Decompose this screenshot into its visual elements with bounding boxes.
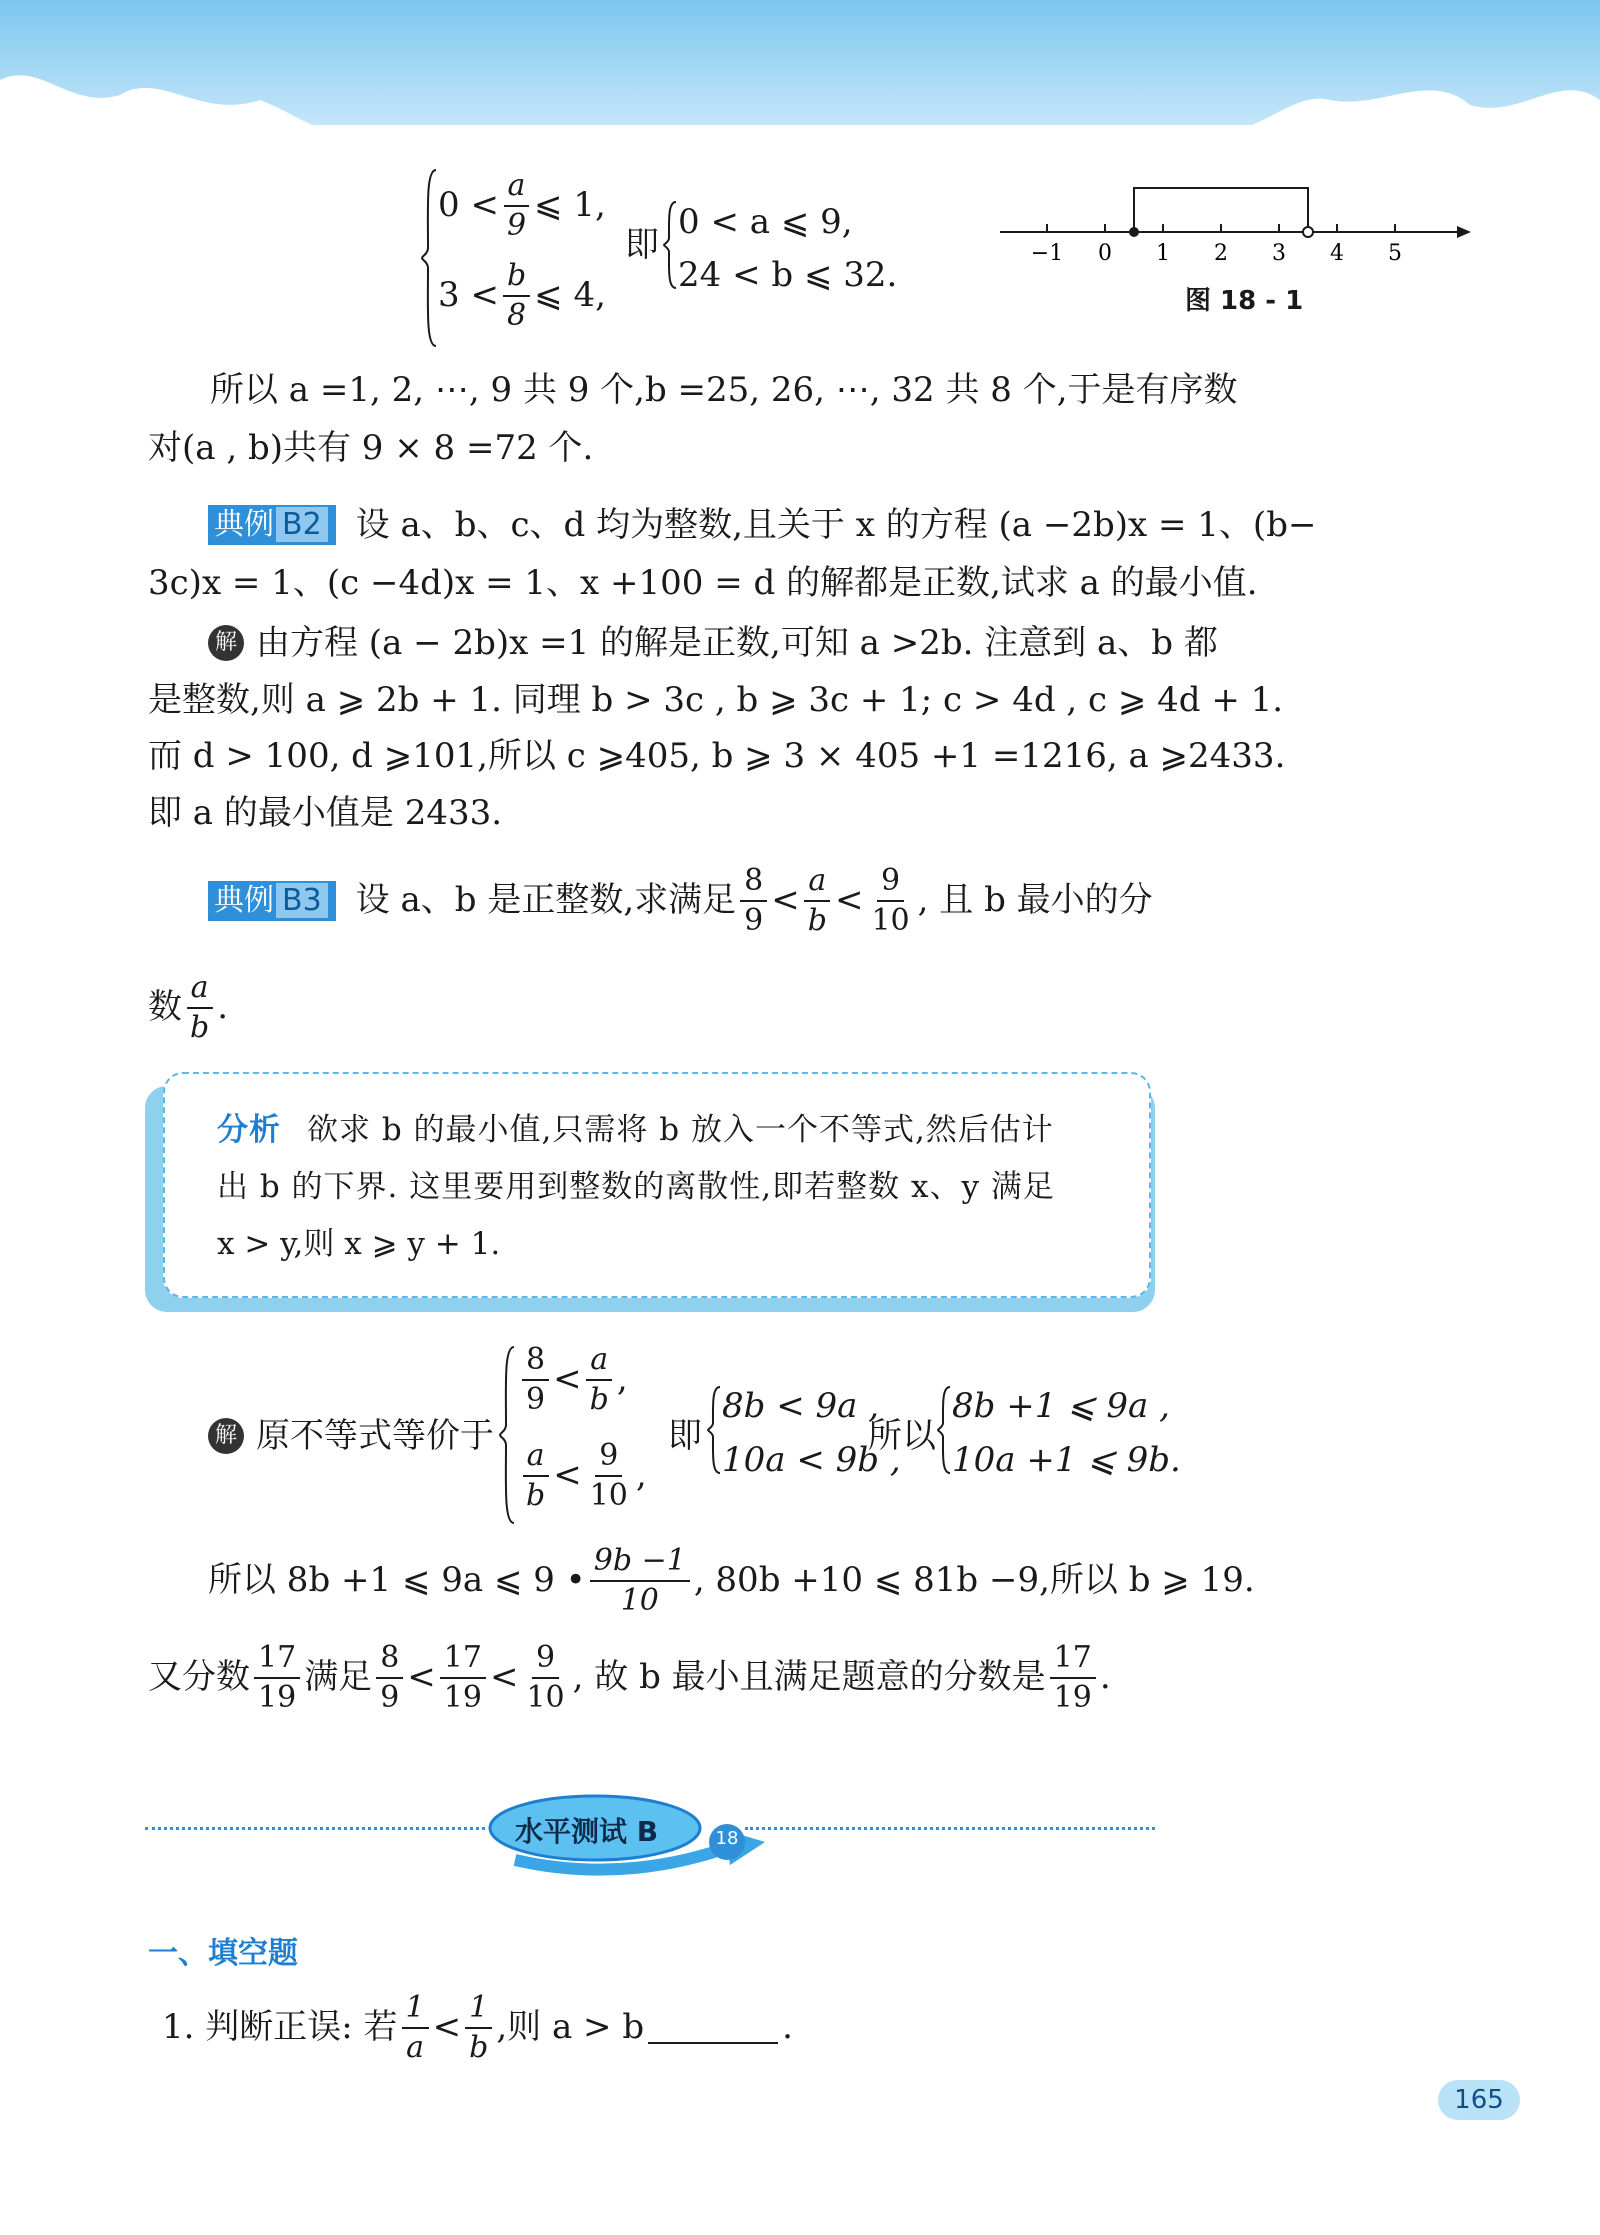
question-text: ,则 a > b xyxy=(496,2007,645,2048)
frac-num: 17 xyxy=(440,1642,486,1679)
frac-den: 10 xyxy=(589,1477,628,1513)
middle-line-2: 10a < 9b , xyxy=(722,1440,901,1480)
middle-brace xyxy=(706,1385,722,1475)
analysis-label: 分析 xyxy=(217,1112,281,1148)
page-number-badge xyxy=(1438,2080,1520,2120)
frac-den: 8 xyxy=(507,297,527,333)
tick-label: 2 xyxy=(1214,241,1228,266)
example-tag xyxy=(208,881,336,921)
op: < xyxy=(771,880,800,921)
page-number: 165 xyxy=(1454,2085,1504,2115)
question-1 xyxy=(162,1992,793,2063)
frac-num: 9b −1 xyxy=(590,1545,690,1582)
op: < xyxy=(553,1359,582,1400)
system-line-1 xyxy=(438,170,606,241)
example-text: , 且 b 最小的分 xyxy=(917,880,1153,921)
frac-num: 9 xyxy=(595,1440,622,1477)
middle-line-1: 8b < 9a , xyxy=(722,1386,880,1426)
tag-label: 典例 xyxy=(214,882,274,918)
section-heading: 一、填空题 xyxy=(148,1936,298,1971)
left-brace xyxy=(498,1345,518,1525)
frac-den: 9 xyxy=(744,902,764,938)
frac-den: 10 xyxy=(526,1679,565,1715)
solution-b3-lead xyxy=(208,1416,494,1457)
frac-den: 9 xyxy=(506,207,527,243)
ineq-text: ⩽ 4, xyxy=(534,275,606,316)
tick-label: 4 xyxy=(1330,241,1344,266)
frac-num: 17 xyxy=(1050,1642,1096,1679)
dotted-line-right xyxy=(745,1827,1155,1830)
solution-b2-line1 xyxy=(208,623,1218,664)
analysis-box xyxy=(145,1072,1155,1312)
frac-num: 8 xyxy=(740,865,767,902)
frac-den: 10 xyxy=(871,902,910,938)
example-b3-line2 xyxy=(148,972,228,1043)
op: < xyxy=(834,880,864,921)
frac-num: 1 xyxy=(465,1992,492,2029)
solution-badge: 解 xyxy=(208,625,244,661)
example-text: 设 a、b 是正整数,求满足 xyxy=(355,880,737,921)
example-text: . xyxy=(217,987,229,1028)
frac-den: b xyxy=(469,2029,489,2065)
frac-num: 1 xyxy=(402,1992,429,2029)
tag-code: B2 xyxy=(276,507,328,542)
result-line-1: 0 < a ⩽ 9, xyxy=(678,202,853,242)
frac-den: 9 xyxy=(380,1679,400,1715)
conclusion-text: 满足 xyxy=(304,1657,373,1698)
op: , xyxy=(616,1359,628,1400)
frac-num: a xyxy=(586,1344,612,1381)
ji-label: 即 xyxy=(668,1416,702,1456)
example-text: 3c)x = 1、(c −4d)x = 1、x +100 = d 的解都是正数,试求 a 的最小值. xyxy=(148,563,1258,603)
tick-label: 5 xyxy=(1388,241,1402,266)
ineq-text: 0 < xyxy=(438,185,499,226)
tag-code: B3 xyxy=(276,883,328,918)
op: < xyxy=(489,1657,519,1698)
right-brace xyxy=(662,200,678,290)
frac-den: 19 xyxy=(1053,1679,1092,1715)
solution-text: 是整数,则 a ⩾ 2b + 1. 同理 b > 3c , b ⩾ 3c + 1; c > 4d , c ⩾ 4d + 1. xyxy=(148,680,1284,720)
closed-point xyxy=(1129,227,1139,237)
conclusion-text: . xyxy=(1099,1657,1111,1698)
solution-text: 由方程 (a − 2b)x =1 的解是正数,可知 a >2b. 注意到 a、b 都 xyxy=(256,623,1218,663)
frac-num: 9 xyxy=(532,1642,559,1679)
solution-text: 而 d > 100, d ⩾101,所以 c ⩾405, b ⩾ 3 × 405 +1 =1216, a ⩾2433. xyxy=(148,736,1286,776)
question-text: 1. 判断正误: 若 xyxy=(162,2007,398,2048)
frac-num: b xyxy=(503,260,530,297)
frac-num: a xyxy=(523,1440,549,1477)
conclusion-text: , 故 b 最小且满足题意的分数是 xyxy=(572,1657,1046,1698)
tag-label: 典例 xyxy=(214,507,274,543)
dotted-line-left xyxy=(145,1827,485,1830)
ineq-text: 3 < xyxy=(438,275,499,316)
frac-num: 8 xyxy=(522,1344,549,1381)
example-text: 设 a、b、c、d 均为整数,且关于 x 的方程 (a −2b)x = 1、(b− xyxy=(355,505,1317,545)
frac-den: b xyxy=(807,902,827,938)
frac-den: 10 xyxy=(620,1582,659,1618)
frac-num: 17 xyxy=(254,1642,300,1679)
paragraph-line: 所以 a =1, 2, ⋯, 9 共 9 个,b =25, 26, ⋯, 32 共 8 个,于是有序数 xyxy=(210,370,1238,410)
conclusion-line-2 xyxy=(148,1642,1111,1713)
left-brace xyxy=(420,168,440,348)
answer-blank[interactable] xyxy=(648,2012,778,2044)
solution-text: 即 a 的最小值是 2433. xyxy=(148,793,503,833)
question-text: . xyxy=(782,2007,793,2048)
sky-background xyxy=(0,0,1600,140)
system-b3-line2 xyxy=(518,1440,647,1511)
frac-den: b xyxy=(526,1477,546,1513)
solution-text: 原不等式等价于 xyxy=(256,1416,494,1456)
conclusion-text: 又分数 xyxy=(148,1657,250,1698)
system-b3-line1 xyxy=(518,1344,628,1415)
open-point xyxy=(1303,227,1313,237)
solution-badge: 解 xyxy=(208,1418,244,1454)
frac-num: a xyxy=(187,972,213,1009)
frac-den: b xyxy=(190,1009,210,1045)
frac-num: a xyxy=(804,865,830,902)
tick-label: 3 xyxy=(1272,241,1286,266)
system-line-2 xyxy=(438,260,606,331)
level-test-number: 18 xyxy=(715,1828,739,1849)
result-line-2: 10a +1 ⩽ 9b. xyxy=(952,1440,1181,1480)
analysis-line1 xyxy=(217,1112,1054,1149)
frac-den: 19 xyxy=(258,1679,297,1715)
frac-den: 19 xyxy=(443,1679,482,1715)
example-b2-line1 xyxy=(208,505,1316,546)
op: < xyxy=(553,1455,582,1496)
example-text: 数 xyxy=(148,987,182,1028)
suoyi-label: 所以 xyxy=(868,1416,936,1456)
frac-den: b xyxy=(589,1381,609,1417)
op: < xyxy=(432,2007,462,2048)
number-line xyxy=(995,180,1475,280)
conclusion-text: , 80b +10 ⩽ 81b −9,所以 b ⩾ 19. xyxy=(693,1560,1255,1601)
sky-header xyxy=(0,0,1600,140)
ji-label: 即 xyxy=(625,225,659,265)
result-line-1: 8b +1 ⩽ 9a , xyxy=(952,1386,1170,1426)
example-tag xyxy=(208,505,336,545)
paragraph-line: 对(a , b)共有 9 × 8 =72 个. xyxy=(148,428,594,468)
number-line-figure xyxy=(995,180,1475,320)
analysis-text: 出 b 的下界. 这里要用到整数的离散性,即若整数 x、y 满足 xyxy=(217,1169,1055,1205)
op: , xyxy=(635,1455,647,1496)
conclusion-line-1 xyxy=(208,1545,1255,1616)
level-test-divider xyxy=(145,1790,1155,1880)
analysis-text: x > y,则 x ⩾ y + 1. xyxy=(217,1226,501,1262)
frac-num: 9 xyxy=(877,865,904,902)
conclusion-text: 所以 8b +1 ⩽ 9a ⩽ 9 • xyxy=(208,1560,586,1601)
analysis-text: 欲求 b 的最小值,只需将 b 放入一个不等式,然后估计 xyxy=(307,1112,1054,1148)
tick-label: 1 xyxy=(1156,241,1170,266)
ineq-text: ⩽ 1, xyxy=(534,185,606,226)
frac-den: a xyxy=(406,2029,424,2065)
tick-label: −1 xyxy=(1030,241,1064,266)
solution-b3 xyxy=(208,1340,1181,1530)
example-b3-line1 xyxy=(208,865,1153,936)
right-brace xyxy=(936,1385,952,1475)
figure-caption: 图 18 - 1 xyxy=(1185,286,1304,316)
frac-num: a xyxy=(504,170,530,207)
result-line-2: 24 < b ⩽ 32. xyxy=(678,255,898,295)
frac-num: 8 xyxy=(376,1642,403,1679)
op: < xyxy=(407,1657,436,1698)
level-test-title: 水平测试 B xyxy=(515,1815,659,1848)
frac-den: 9 xyxy=(526,1381,546,1417)
tick-label: 0 xyxy=(1098,241,1112,266)
axis-arrow xyxy=(1457,226,1471,238)
